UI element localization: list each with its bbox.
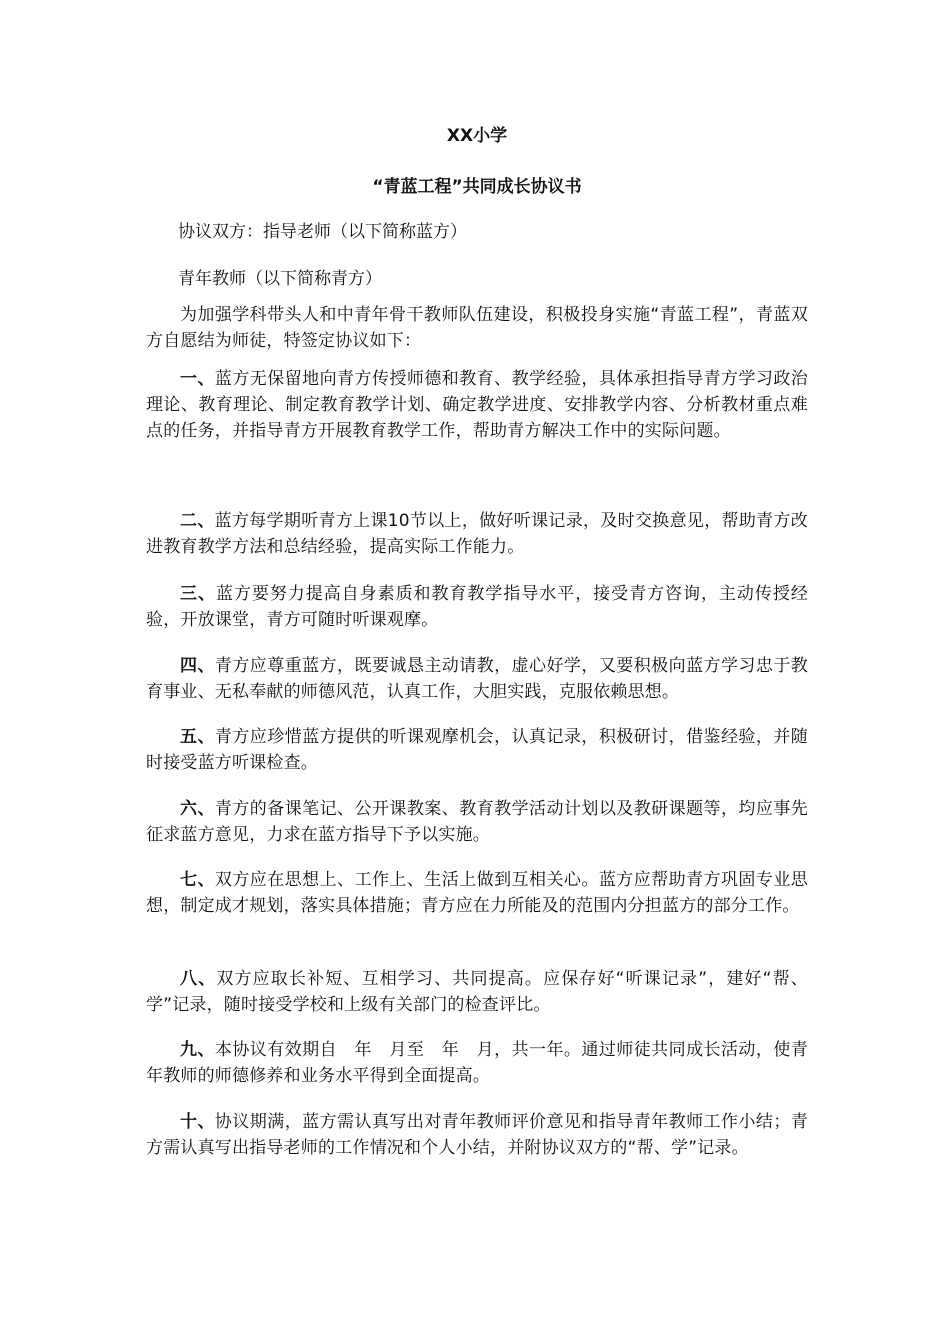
school-name: XX小学 (446, 126, 508, 146)
clause-number: 四、 (180, 656, 215, 676)
clause-text: 蓝方要努力提高自身素质和教育教学指导水平，接受青方咨询，主动传授经验，开放课堂，青方可随时听课观摩。 (146, 584, 808, 630)
document-title: “青蓝工程”共同成长协议书 (372, 177, 582, 197)
clause-3 (146, 581, 808, 633)
clause-text: 双方应在思想上、工作上、生活上做到互相关心。蓝方应帮助青方巩固专业思想，制定成才规划，落实具体措施；青方应在力所能及的范围内分担蓝方的部分工作。 (146, 870, 808, 916)
parties-line: 协议双方：指导老师（以下简称蓝方） (178, 222, 467, 242)
clause-text: 协议期满，蓝方需认真写出对青年教师评价意见和指导青年教师工作小结；青方需认真写出指导老师的工作情况和个人小结，并附协议双方的“帮、学”记录。 (146, 1112, 808, 1158)
clause-text: 蓝方无保留地向青方传授师德和教育、教学经验，具体承担指导青方学习政治理论、教育理论、制定教育教学计划、确定教学进度、安排教学内容、分析教材重点难点的任务，并指导青方开展教育教学工作，帮助青方解决工作中的实际问题。 (146, 369, 808, 441)
clause-text: 青方应尊重蓝方，既要诚恳主动请教，虚心好学，又要积极向蓝方学习忠于教育事业、无私奉献的师德风范，认真工作，大胆实践，克服依赖思想。 (146, 656, 808, 702)
clause-6 (146, 796, 808, 848)
clause-number: 十、 (180, 1112, 215, 1132)
clause-1 (146, 366, 808, 444)
clause-5 (146, 724, 808, 776)
clause-number: 六、 (180, 799, 215, 819)
clause-number: 九、 (180, 1040, 215, 1060)
clause-number: 一、 (180, 369, 215, 389)
clause-number: 五、 (180, 727, 215, 747)
clause-8 (146, 966, 808, 1018)
youth-teacher-line: 青年教师（以下简称青方） (178, 269, 382, 289)
clause-text: 蓝方每学期听青方上课10节以上，做好听课记录，及时交换意见，帮助青方改进教育教学方法和总结经验，提高实际工作能力。 (146, 511, 808, 557)
intro-paragraph: 为加强学科带头人和中青年骨干教师队伍建设，积极投身实施“青蓝工程”，青蓝双方自愿结为师徒，特签定协议如下： (146, 305, 808, 351)
clause-text: 双方应取长补短、互相学习、共同提高。应保存好“听课记录”，建好“帮、学”记录，随时接受学校和上级有关部门的检查评比。 (146, 969, 808, 1015)
clause-4 (146, 653, 808, 705)
clause-text: 本协议有效期自 年 月至 年 月，共一年。通过师徒共同成长活动，使青年教师的师德修养和业务水平得到全面提高。 (146, 1040, 808, 1086)
clause-7 (146, 867, 808, 919)
clause-text: 青方的备课笔记、公开课教案、教育教学活动计划以及教研课题等，均应事先征求蓝方意见，力求在蓝方指导下予以实施。 (146, 799, 808, 845)
clause-number: 七、 (180, 870, 215, 890)
clause-number: 八、 (180, 969, 217, 989)
clause-9 (146, 1037, 808, 1089)
clause-text: 青方应珍惜蓝方提供的听课观摩机会，认真记录，积极研讨，借鉴经验，并随时接受蓝方听课检查。 (146, 727, 808, 773)
clause-10 (146, 1109, 808, 1161)
clause-2 (146, 508, 808, 560)
clause-number: 二、 (180, 511, 215, 531)
clause-number: 三、 (180, 584, 216, 604)
